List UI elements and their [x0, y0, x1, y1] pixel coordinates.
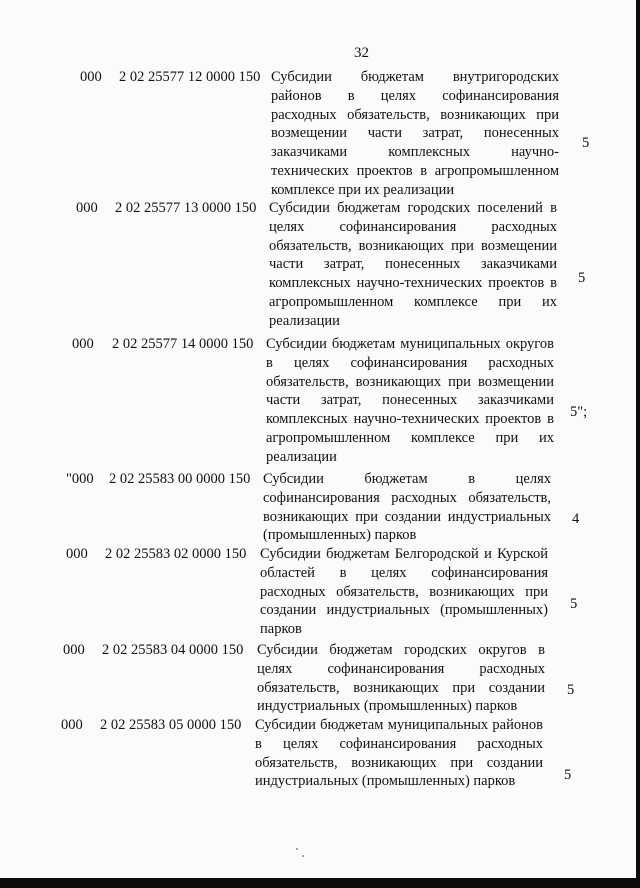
- kbk-code: 2 02 25577 13 0000 150: [115, 200, 257, 216]
- kbk-code: 2 02 25583 02 0000 150: [105, 546, 247, 562]
- description: Субсидии бюджетам городских поселений в целях софинансирования расходных обязательств, возникающих при возмещении части затрат, понесенных заказчиками комплексных научно-технических проектов в агропромышленном комплексе при их реализации: [269, 200, 557, 329]
- admin-code: 000: [76, 200, 98, 216]
- kbk-code: 2 02 25583 04 0000 150: [102, 642, 244, 658]
- amount: 5: [582, 135, 590, 151]
- admin-code: 000: [72, 336, 94, 352]
- scan-speck: [302, 855, 304, 857]
- admin-code: 000: [61, 717, 83, 733]
- description: Субсидии бюджетам Белгородской и Курской областей в целях софинансирования расходных обязательств, возникающих при создании индустриальных (промышленных) парков: [260, 546, 548, 638]
- amount: 5: [564, 767, 572, 783]
- admin-code: "000: [66, 471, 94, 487]
- description: Субсидии бюджетам внутригородских районов в целях софинансирования расходных обязательств, возникающих при возмещении части затрат, понесенных заказчиками комплексных научно-технических проектов в агропромышленном комплексе при их реализации: [271, 69, 559, 198]
- kbk-code: 2 02 25577 14 0000 150: [112, 336, 254, 352]
- admin-code: 000: [66, 546, 88, 562]
- amount: 4: [572, 511, 580, 527]
- kbk-code: 2 02 25583 05 0000 150: [100, 717, 242, 733]
- page-number: 32: [354, 45, 369, 61]
- amount: 5";: [570, 404, 588, 420]
- scan-speck: [296, 848, 298, 850]
- admin-code: 000: [63, 642, 85, 658]
- amount: 5: [570, 596, 578, 612]
- amount: 5: [578, 270, 586, 286]
- amount: 5: [567, 682, 575, 698]
- description: Субсидии бюджетам в целях софинансирования расходных обязательств, возникающих при создании индустриальных (промышленных) парков: [263, 471, 551, 544]
- description: Субсидии бюджетам городских округов в целях софинансирования расходных обязательств, возникающих при создании индустриальных (промышленных) парков: [257, 642, 545, 715]
- description: Субсидии бюджетам муниципальных округов в целях софинансирования расходных обязательств, возникающих при возмещении части затрат, понесенных заказчиками комплексных научно-технических проектов в агропромышленном комплексе при их реализации: [266, 336, 554, 465]
- admin-code: 000: [80, 69, 102, 85]
- kbk-code: 2 02 25583 00 0000 150: [109, 471, 251, 487]
- kbk-code: 2 02 25577 12 0000 150: [119, 69, 261, 85]
- description: Субсидии бюджетам муниципальных районов в целях софинансирования расходных обязательств, возникающих при создании индустриальных (промышленных) парков: [255, 717, 543, 790]
